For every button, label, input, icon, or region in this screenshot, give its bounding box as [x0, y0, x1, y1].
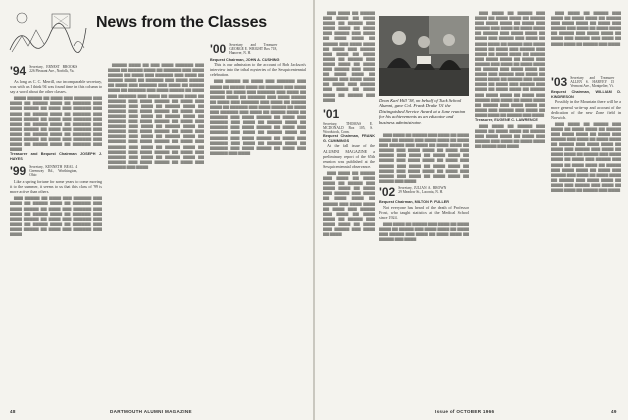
right-page — [315, 0, 628, 420]
body-filler: ▆▆▆ ▆▆▆▆ ▆▆ ▆▆▆▆▆ ▆▆▆ ▆▆▆▆ ▆▆ ▆▆▆▆ ▆▆▆▆ ▆▆ ▆▆▆▆▆ ▆▆▆ ▆▆▆▆ ▆▆▆▆ ▆▆ ▆▆▆▆ ▆▆▆ ▆▆▆▆▆ ▆▆▆ ▆▆▆▆ ▆▆ ▆▆▆▆ ▆▆▆▆ ▆▆ ▆▆▆▆▆ ▆▆▆ ▆▆▆▆ ▆▆▆▆ ▆▆ ▆▆▆▆ ▆▆▆ ▆▆▆▆▆ ▆▆▆ ▆▆▆▆ ▆▆ ▆▆▆▆ ▆▆▆▆ ▆▆ ▆▆▆▆▆ ▆▆▆ ▆▆▆▆ ▆▆▆▆ ▆▆ ▆▆▆▆ ▆▆▆ ▆▆▆▆▆ ▆▆▆ ▆▆▆▆ ▆▆ ▆▆▆▆ ▆▆▆▆ ▆▆ ▆▆▆▆▆ ▆▆▆ ▆▆▆▆ ▆▆▆▆ ▆▆ ▆▆▆▆ ▆▆▆ ▆▆▆▆▆ ▆▆▆ ▆▆▆▆ ▆▆ ▆▆▆▆ ▆▆▆▆ ▆▆ ▆▆▆▆▆ ▆▆▆ ▆▆▆▆ — [379, 132, 469, 183]
class-heading — [10, 165, 102, 178]
body-filler: ▆▆▆ ▆▆▆▆ ▆▆ ▆▆▆▆▆ ▆▆▆ ▆▆▆▆ ▆▆ ▆▆▆▆ ▆▆▆▆ ▆▆ ▆▆▆▆▆ ▆▆▆ ▆▆▆▆ ▆▆▆▆ ▆▆ ▆▆▆▆ ▆▆▆ ▆▆▆▆▆ ▆▆▆ ▆▆▆▆ ▆▆ ▆▆▆▆ ▆▆▆▆ ▆▆ ▆▆▆▆▆ ▆▆▆ ▆▆▆▆ ▆▆▆▆ ▆▆ ▆▆▆▆ ▆▆▆ ▆▆▆▆▆ ▆▆▆ ▆▆▆▆ ▆▆ ▆▆▆▆ ▆▆▆▆ ▆▆ ▆▆▆▆▆ ▆▆▆ ▆▆▆▆ — [551, 10, 621, 46]
subheading: Bequest Chairman, WILLIAM D. KINDRESON — [551, 90, 621, 99]
subheading: Treasurer and Bequest Chairman JOSEPH J. HAYES — [10, 152, 102, 161]
text-column — [323, 10, 375, 402]
paragraph: Not everyone has heard of the death of Professor Frost, who taught statistics at the Medical School since 1924. — [379, 204, 469, 220]
class-heading — [210, 43, 306, 56]
class-secretary: Secretary, ERNEST BROOKS 226 Pleasant Ave., Norfolk, Va. — [29, 65, 78, 74]
subheading: Treasurer, EUGENE C. LAWRENCE — [475, 117, 538, 122]
footer-issue: Issue of OCTOBER 1966 — [435, 409, 495, 414]
body-filler: ▆▆▆ ▆▆▆▆ ▆▆ ▆▆▆▆▆ ▆▆▆ ▆▆▆▆ ▆▆ ▆▆▆▆ ▆▆▆▆ ▆▆ ▆▆▆▆▆ ▆▆▆ ▆▆▆▆ ▆▆▆▆ ▆▆ ▆▆▆▆ ▆▆▆ ▆▆▆▆▆ ▆▆▆ ▆▆▆▆ ▆▆ ▆▆▆▆ ▆▆▆▆ ▆▆ ▆▆▆▆▆ ▆▆▆ ▆▆▆▆ ▆▆▆▆ ▆▆ ▆▆▆▆ ▆▆▆ ▆▆▆▆▆ ▆▆▆ ▆▆▆▆ ▆▆ ▆▆▆▆ ▆▆▆▆ ▆▆ ▆▆▆▆▆ ▆▆▆ ▆▆▆▆ ▆▆▆▆ ▆▆ ▆▆▆▆ ▆▆▆ ▆▆▆▆▆ ▆▆▆ ▆▆▆▆ ▆▆ ▆▆▆▆ ▆▆▆▆ ▆▆ ▆▆▆▆▆ ▆▆▆ ▆▆▆▆ ▆▆▆▆ ▆▆ ▆▆▆▆ ▆▆▆ ▆▆▆▆▆ ▆▆▆ ▆▆▆▆ ▆▆ ▆▆▆▆ ▆▆▆▆ ▆▆ ▆▆▆▆▆ ▆▆▆ ▆▆▆▆ — [323, 10, 375, 102]
class-secretary: Secretary and Treasurer GEORGE E. WRIGHT Box 718, Hanover, N. H. — [229, 43, 278, 56]
text-column — [210, 40, 306, 402]
photo-caption: Dean Karl Hill '38, on behalf of Tuck School Alumni, gave Col. Frank Drake '01 the Distinguished Service Award at a June reunion for his achievements as an educator and business administrator. — [379, 98, 466, 125]
class-heading — [551, 76, 621, 89]
paragraph: At the fall issue of the ALUMNI MAGAZINE a preliminary report of the 65th reunion was published at the Sesquicentennial observance. — [323, 143, 375, 169]
page-number: 48 — [10, 409, 16, 414]
class-secretary: Secretary, KENNETH BEAL 4 Greenway Rd., Worthington, Ohio — [29, 164, 78, 177]
paragraph: This is our admission to the account of Bob Jackson's interview into the tribal mysteries of the Sesquicentennial celebration. — [210, 62, 306, 78]
paragraph: As long as C. C. Merrill, our incomparable secretary, was with us I think 94 was found time in this column to say a word about the other classes. — [10, 79, 102, 95]
text-column — [379, 132, 469, 402]
subheading: Bequest Chairman, MILTON P. FULLER — [379, 199, 450, 204]
page-number: 49 — [611, 409, 617, 414]
class-year: '03 — [551, 74, 568, 89]
left-page — [0, 0, 313, 420]
body-filler: ▆▆▆ ▆▆▆▆▆ ▆▆ ▆▆▆▆ ▆▆▆ ▆▆▆▆▆▆ ▆▆▆ ▆▆▆▆ ▆▆ ▆▆▆▆▆ ▆▆▆▆ ▆▆ ▆▆▆▆▆▆ ▆▆▆ ▆▆▆▆ ▆▆▆▆▆ ▆▆ ▆▆▆▆ ▆▆▆ ▆▆▆▆▆▆ ▆▆▆ ▆▆▆▆ ▆▆ ▆▆▆▆▆ ▆▆▆▆ ▆▆ ▆▆▆▆▆▆ ▆▆▆ ▆▆▆▆ ▆▆▆▆▆ ▆▆ ▆▆▆▆ ▆▆▆ ▆▆▆▆▆▆ ▆▆▆ ▆▆▆▆ ▆▆ ▆▆▆▆▆ ▆▆▆▆ ▆▆ ▆▆▆▆▆▆ ▆▆▆ ▆▆▆▆ ▆▆▆▆▆ ▆▆ ▆▆▆▆ ▆▆▆ ▆▆▆▆▆▆ ▆▆▆ ▆▆▆▆ ▆▆ ▆▆▆▆▆ ▆▆▆▆ ▆▆ ▆▆▆▆▆▆ ▆▆▆ ▆▆▆▆ ▆▆▆▆▆ ▆▆ ▆▆▆▆ ▆▆▆ ▆▆▆▆▆▆ ▆▆▆ ▆▆▆▆ ▆▆ ▆▆▆▆▆ ▆▆▆▆ ▆▆ ▆▆▆▆▆▆ ▆▆▆ ▆▆▆▆ ▆▆▆▆▆ ▆▆ ▆▆▆▆ ▆▆▆ ▆▆▆▆▆▆ ▆▆▆ ▆▆▆▆ ▆▆ ▆▆▆▆▆ ▆▆▆▆ ▆▆ ▆▆▆▆▆▆ ▆▆▆ ▆▆▆▆ ▆▆▆▆▆ ▆▆ ▆▆▆▆ ▆▆▆ ▆▆▆▆▆▆ ▆▆▆ ▆▆▆▆ ▆▆ ▆▆▆▆▆ ▆▆▆▆ ▆▆ ▆▆▆▆▆▆ ▆▆▆ ▆▆▆▆ ▆▆▆▆▆ ▆▆ ▆▆▆▆ ▆▆▆ ▆▆▆▆▆▆ ▆▆▆ ▆▆▆▆ — [210, 78, 306, 155]
body-filler: ▆▆▆ ▆▆▆▆ ▆▆ ▆▆▆▆▆ ▆▆▆ ▆▆▆▆ ▆▆ ▆▆▆▆ ▆▆▆▆ ▆▆ ▆▆▆▆▆ ▆▆▆ ▆▆▆▆ ▆▆▆▆ ▆▆ ▆▆▆▆ ▆▆▆ ▆▆▆▆▆ ▆▆▆ ▆▆▆▆ ▆▆ ▆▆▆▆ ▆▆▆▆ ▆▆ ▆▆▆▆▆ ▆▆▆ ▆▆▆▆ — [379, 220, 469, 242]
body-filler: ▆▆▆▆ ▆▆▆▆▆ ▆▆ ▆▆▆▆ ▆▆▆ ▆▆▆▆▆▆ ▆▆▆ ▆▆▆▆ ▆▆ ▆▆▆▆▆ ▆▆▆▆ ▆▆ ▆▆▆▆▆▆ ▆▆▆ ▆▆▆▆ ▆▆▆▆▆ ▆▆ ▆▆▆▆ ▆▆▆ ▆▆▆▆▆▆ ▆▆▆ ▆▆▆▆ ▆▆ ▆▆▆▆▆ ▆▆▆▆ ▆▆ ▆▆▆▆▆▆ ▆▆▆ ▆▆▆▆ ▆▆▆▆▆ ▆▆ ▆▆▆▆ ▆▆▆ ▆▆▆▆▆▆ ▆▆▆ ▆▆▆▆ ▆▆ ▆▆▆▆▆ ▆▆▆▆ ▆▆ ▆▆▆▆▆▆ ▆▆▆ ▆▆▆▆ ▆▆▆▆▆ ▆▆ ▆▆▆▆ ▆▆▆ ▆▆▆▆▆▆ ▆▆▆ ▆▆▆▆ ▆▆ ▆▆▆▆▆ ▆▆▆▆ ▆▆ ▆▆▆▆▆▆ ▆▆▆ ▆▆▆▆ ▆▆▆▆▆ ▆▆ ▆▆▆▆ ▆▆▆ ▆▆▆▆▆▆ ▆▆▆ ▆▆▆▆ ▆▆ ▆▆▆▆▆ ▆▆▆▆ ▆▆ ▆▆▆▆▆▆ ▆▆▆ ▆▆▆▆ — [10, 95, 102, 152]
photo-people-icon — [379, 16, 469, 96]
paragraph: Like a spring fortune for some years to come moving it to the summer, it seems to us that this class of '99 is more active than others. — [10, 179, 102, 195]
body-filler: ▆▆▆▆▆ ▆▆▆▆ ▆▆ ▆▆▆ ▆▆▆▆ ▆▆▆▆▆▆ ▆▆▆ ▆▆▆▆ ▆▆ ▆▆▆▆▆ ▆▆▆▆ ▆▆ ▆▆▆▆▆▆ ▆▆▆ ▆▆▆▆ ▆▆▆▆▆ ▆▆ ▆▆▆▆ ▆▆▆ ▆▆▆▆▆▆ ▆▆▆ ▆▆▆▆ ▆▆ ▆▆▆▆▆ ▆▆▆▆ ▆▆ ▆▆▆▆▆▆ ▆▆▆ ▆▆▆▆ ▆▆▆▆▆ ▆▆ ▆▆▆▆ ▆▆▆ ▆▆▆▆▆▆ ▆▆▆ ▆▆▆▆ ▆▆ ▆▆▆▆▆ ▆▆▆▆ ▆▆ ▆▆▆▆▆▆ ▆▆▆ ▆▆▆▆ ▆▆▆▆▆ ▆▆ ▆▆▆▆ ▆▆▆ ▆▆▆▆▆▆ ▆▆▆ ▆▆▆▆ ▆▆ ▆▆▆▆▆ ▆▆▆▆ ▆▆ ▆▆▆▆▆▆ ▆▆▆ ▆▆▆▆ ▆▆▆▆▆ ▆▆ ▆▆▆▆ ▆▆▆ ▆▆▆▆▆▆ ▆▆▆ ▆▆▆▆ ▆▆ ▆▆▆▆▆ ▆▆▆▆ ▆▆ ▆▆▆▆▆▆ ▆▆▆ ▆▆▆▆ ▆▆▆▆▆ ▆▆ ▆▆▆▆ ▆▆▆ ▆▆▆▆▆▆ ▆▆▆ ▆▆▆▆ ▆▆ ▆▆▆▆▆ ▆▆▆▆ ▆▆ ▆▆▆▆▆▆ ▆▆▆ ▆▆▆▆ ▆▆▆▆▆ ▆▆ ▆▆▆▆ ▆▆▆ ▆▆▆▆▆▆ ▆▆▆ ▆▆▆▆ ▆▆ ▆▆▆▆▆ ▆▆▆▆ ▆▆ ▆▆▆▆▆▆ ▆▆▆ ▆▆▆▆ ▆▆▆▆▆ ▆▆ ▆▆▆▆ ▆▆▆ ▆▆▆▆▆▆ ▆▆▆ ▆▆▆▆ ▆▆ ▆▆▆▆▆ ▆▆▆▆ ▆▆ ▆▆▆▆▆▆ ▆▆▆ ▆▆▆▆ ▆▆▆▆▆ ▆▆ ▆▆▆▆ ▆▆▆ ▆▆▆▆▆▆ ▆▆▆ ▆▆▆▆ ▆▆ ▆▆▆▆▆ ▆▆▆▆ ▆▆ ▆▆▆▆▆▆ ▆▆▆ ▆▆▆▆ ▆▆▆▆▆ ▆▆ ▆▆▆▆ ▆▆▆ ▆▆▆▆▆▆ ▆▆▆ ▆▆▆▆ ▆▆ ▆▆▆▆▆ ▆▆▆▆ ▆▆ ▆▆▆▆▆▆ ▆▆▆ ▆▆▆▆ ▆▆▆▆▆ ▆▆ ▆▆▆▆ ▆▆▆ ▆▆▆▆▆▆ ▆▆▆ ▆▆▆▆ — [108, 62, 204, 169]
body-filler: ▆▆▆ ▆▆▆▆ ▆▆ ▆▆▆▆▆ ▆▆▆ ▆▆▆▆ ▆▆ ▆▆▆▆ ▆▆▆▆ ▆▆ ▆▆▆▆▆ ▆▆▆ ▆▆▆▆ ▆▆▆▆ ▆▆ ▆▆▆▆ ▆▆▆ ▆▆▆▆▆ ▆▆▆ ▆▆▆▆ ▆▆ ▆▆▆▆ ▆▆▆▆ ▆▆ ▆▆▆▆▆ ▆▆▆ ▆▆▆▆ — [475, 122, 545, 148]
class-secretary: Secretary and Treasurer ALLEN S. HARVEY 15 Vermont Ave., Montpelier, Vt. — [570, 75, 615, 89]
text-column — [108, 62, 204, 402]
body-filler: ▆▆▆ ▆▆▆▆ ▆▆ ▆▆▆▆▆ ▆▆▆ ▆▆▆▆ ▆▆ ▆▆▆▆ ▆▆▆▆ ▆▆ ▆▆▆▆▆ ▆▆▆ ▆▆▆▆ ▆▆▆▆ ▆▆ ▆▆▆▆ ▆▆▆ ▆▆▆▆▆ ▆▆▆ ▆▆▆▆ ▆▆ ▆▆▆▆ ▆▆▆▆ ▆▆ ▆▆▆▆▆ ▆▆▆ ▆▆▆▆ ▆▆▆▆ ▆▆ ▆▆▆▆ ▆▆▆ ▆▆▆▆▆ ▆▆▆ ▆▆▆▆ ▆▆ ▆▆▆▆ ▆▆▆▆ ▆▆ ▆▆▆▆▆ ▆▆▆ ▆▆▆▆ ▆▆▆▆ ▆▆ ▆▆▆▆ ▆▆▆ ▆▆▆▆▆ ▆▆▆ ▆▆▆▆ ▆▆ ▆▆▆▆ — [323, 169, 375, 237]
class-heading — [379, 186, 469, 198]
text-column — [475, 10, 545, 402]
class-year: '94 — [10, 64, 27, 78]
body-filler: ▆▆▆ ▆▆▆▆ ▆▆ ▆▆▆▆▆ ▆▆▆ ▆▆▆▆ ▆▆ ▆▆▆▆ ▆▆▆▆ ▆▆ ▆▆▆▆▆ ▆▆▆ ▆▆▆▆ ▆▆▆▆ ▆▆ ▆▆▆▆ ▆▆▆ ▆▆▆▆▆ ▆▆▆ ▆▆▆▆ ▆▆ ▆▆▆▆ ▆▆▆▆ ▆▆ ▆▆▆▆▆ ▆▆▆ ▆▆▆▆ ▆▆▆▆ ▆▆ ▆▆▆▆ ▆▆▆ ▆▆▆▆▆ ▆▆▆ ▆▆▆▆ ▆▆ ▆▆▆▆ ▆▆▆▆ ▆▆ ▆▆▆▆▆ ▆▆▆ ▆▆▆▆ ▆▆▆▆ ▆▆ ▆▆▆▆ ▆▆▆ ▆▆▆▆▆ ▆▆▆ ▆▆▆▆ ▆▆ ▆▆▆▆ ▆▆▆▆ ▆▆ ▆▆▆▆▆ ▆▆▆ ▆▆▆▆ ▆▆▆▆ ▆▆ ▆▆▆▆ ▆▆▆ ▆▆▆▆▆ ▆▆▆ ▆▆▆▆ ▆▆ ▆▆▆▆ ▆▆▆▆ ▆▆ ▆▆▆▆▆ ▆▆▆ ▆▆▆▆ ▆▆▆▆ ▆▆ ▆▆▆▆ ▆▆▆ ▆▆▆▆▆ ▆▆▆ ▆▆▆▆ ▆▆ ▆▆▆▆ ▆▆▆▆ ▆▆ ▆▆▆▆▆ ▆▆▆ ▆▆▆▆ ▆▆▆▆ ▆▆ ▆▆▆▆ ▆▆▆ ▆▆▆▆▆ ▆▆▆ ▆▆▆▆ ▆▆ ▆▆▆▆ ▆▆▆▆ ▆▆ ▆▆▆▆▆ ▆▆▆ ▆▆▆▆ ▆▆▆▆ ▆▆ ▆▆▆▆ ▆▆▆ ▆▆▆▆▆ ▆▆▆ ▆▆▆▆ ▆▆ ▆▆▆▆ ▆▆▆▆ ▆▆ ▆▆▆▆▆ ▆▆▆ ▆▆▆▆ ▆▆▆▆ ▆▆ ▆▆▆▆ ▆▆▆ ▆▆▆▆▆ ▆▆▆ ▆▆▆▆ ▆▆ ▆▆▆▆ ▆▆▆▆ ▆▆ ▆▆▆▆▆ ▆▆▆ ▆▆▆▆ — [475, 10, 545, 117]
class-secretary: Secretary, JULIAN A. BROWN 29 Meadow St., Laconia, N. H. — [398, 185, 447, 195]
paragraph: Possibly in the Mountain there will be a more general write-up and account of the dedication of the new Zone field in Norwich. — [551, 99, 621, 120]
class-secretary: Secretary, THOMAS E. MCDONALD Box 105, S. Woodstock, Conn. — [323, 121, 373, 135]
subheading: Bequest Chairman, FRANK G. CUMMINGS — [323, 134, 375, 143]
class-year: '00 — [210, 42, 227, 56]
class-year: '02 — [379, 184, 396, 199]
class-year: '99 — [10, 163, 27, 178]
reunion-photo — [379, 16, 469, 96]
class-heading — [323, 108, 375, 120]
class-year: '01 — [323, 106, 340, 121]
subheading: Bequest Chairman, JOHN A. CUSHING — [210, 57, 280, 62]
header-illustration — [8, 6, 88, 56]
footer-title: DARTMOUTH ALUMNI MAGAZINE — [110, 409, 192, 414]
body-filler: ▆▆▆ ▆▆▆▆▆ ▆▆ ▆▆▆▆ ▆▆▆ ▆▆▆▆▆▆ ▆▆▆ ▆▆▆▆ ▆▆ ▆▆▆▆▆ ▆▆▆▆ ▆▆ ▆▆▆▆▆▆ ▆▆▆ ▆▆▆▆ ▆▆▆▆▆ ▆▆ ▆▆▆▆ ▆▆▆ ▆▆▆▆▆▆ ▆▆▆ ▆▆▆▆ ▆▆ ▆▆▆▆▆ ▆▆▆▆ ▆▆ ▆▆▆▆▆▆ ▆▆▆ ▆▆▆▆ ▆▆▆▆▆ ▆▆ ▆▆▆▆ ▆▆▆ ▆▆▆▆▆▆ ▆▆▆ ▆▆▆▆ ▆▆ ▆▆▆▆▆ ▆▆▆▆ ▆▆ ▆▆▆▆▆▆ ▆▆▆ ▆▆▆▆ ▆▆▆▆▆ ▆▆ ▆▆▆▆ ▆▆▆ ▆▆▆▆▆▆ ▆▆▆ ▆▆▆▆ — [10, 195, 102, 237]
class-heading — [10, 65, 102, 77]
page-title: News from the Classes — [96, 14, 267, 31]
body-filler: ▆▆▆ ▆▆▆▆ ▆▆ ▆▆▆▆▆ ▆▆▆ ▆▆▆▆ ▆▆ ▆▆▆▆ ▆▆▆▆ ▆▆ ▆▆▆▆▆ ▆▆▆ ▆▆▆▆ ▆▆▆▆ ▆▆ ▆▆▆▆ ▆▆▆ ▆▆▆▆▆ ▆▆▆ ▆▆▆▆ ▆▆ ▆▆▆▆ ▆▆▆▆ ▆▆ ▆▆▆▆▆ ▆▆▆ ▆▆▆▆ ▆▆▆▆ ▆▆ ▆▆▆▆ ▆▆▆ ▆▆▆▆▆ ▆▆▆ ▆▆▆▆ ▆▆ ▆▆▆▆ ▆▆▆▆ ▆▆ ▆▆▆▆▆ ▆▆▆ ▆▆▆▆ ▆▆▆▆ ▆▆ ▆▆▆▆ ▆▆▆ ▆▆▆▆▆ ▆▆▆ ▆▆▆▆ ▆▆ ▆▆▆▆ ▆▆▆▆ ▆▆ ▆▆▆▆▆ ▆▆▆ ▆▆▆▆ ▆▆▆▆ ▆▆ ▆▆▆▆ ▆▆▆ ▆▆▆▆▆ ▆▆▆ ▆▆▆▆ ▆▆ ▆▆▆▆ ▆▆▆▆ ▆▆ ▆▆▆▆▆ ▆▆▆ ▆▆▆▆ ▆▆▆▆ ▆▆ ▆▆▆▆ ▆▆▆ ▆▆▆▆▆ ▆▆▆ ▆▆▆▆ ▆▆ ▆▆▆▆ ▆▆▆▆ ▆▆ ▆▆▆▆▆ ▆▆▆ ▆▆▆▆ — [551, 120, 621, 193]
text-column — [10, 62, 102, 402]
text-column — [551, 10, 621, 402]
